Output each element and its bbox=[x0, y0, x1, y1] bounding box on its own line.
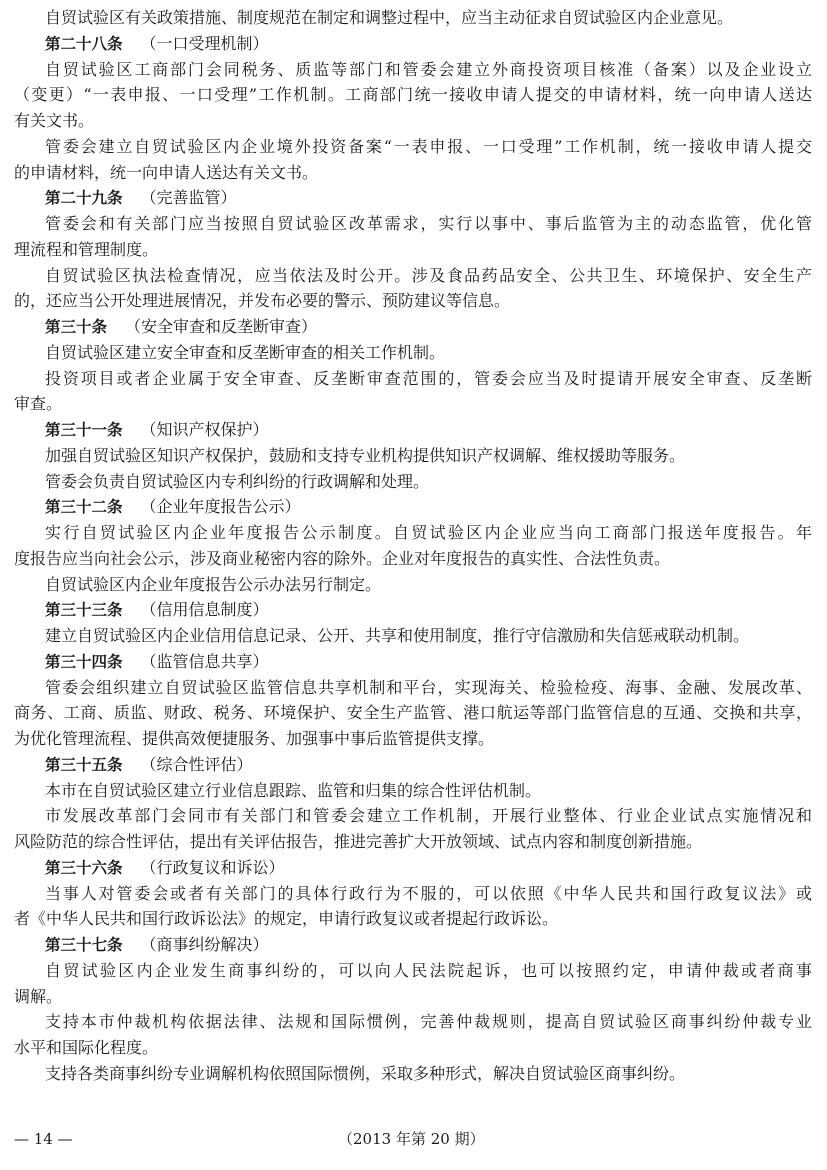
article-number: 第三十三条 bbox=[45, 601, 123, 620]
text-line: 自贸试验区内企业年度报告公示办法另行制定。 bbox=[45, 574, 382, 594]
text-line: 的申请材料，统一向申请人送达有关文书。 bbox=[14, 162, 319, 182]
article-title: （安全审查和反垄断审查） bbox=[125, 317, 318, 336]
text-line: 水平和国际化程度。 bbox=[14, 1038, 159, 1057]
article-number: 第三十条 bbox=[45, 318, 108, 336]
article-number: 第三十六条 bbox=[45, 858, 123, 877]
text-line: 自贸试验区建立安全审查和反垄断审查的相关工作机制。 bbox=[45, 342, 446, 362]
article-number: 第二十八条 bbox=[45, 34, 123, 53]
text-line: 自贸试验区工商部门会同税务、质监等部门和管委会建立外商投资项目核准（备案）以及企业设立 bbox=[45, 59, 812, 79]
text-line: 管委会和有关部门应当按照自贸试验区改革需求，实行以事中、事后监管为主的动态监管，优化管 bbox=[45, 214, 812, 233]
article-heading bbox=[14, 185, 812, 211]
article-heading bbox=[14, 649, 812, 675]
article-heading bbox=[14, 597, 812, 623]
article-title: （商事纠纷解决） bbox=[140, 935, 269, 954]
page-number: — 14 — bbox=[14, 1130, 73, 1148]
article-title: （知识产权保护） bbox=[140, 420, 269, 439]
text-line: 商务、工商、质监、财政、税务、环境保护、安全生产监管、港口航运等部门监管信息的互通、交换和共享， bbox=[14, 703, 812, 723]
article-number: 第三十四条 bbox=[45, 652, 123, 671]
document-body bbox=[14, 5, 812, 1087]
article-heading bbox=[14, 31, 812, 57]
text-line: 管委会组织建立自贸试验区监管信息共享机制和平台，实现海关、检验检疫、海事、金融、发展改革、 bbox=[45, 677, 812, 697]
text-line: 者《中华人民共和国行政诉讼法》的规定，申请行政复议或者提起行政诉讼。 bbox=[14, 909, 559, 929]
text-line: 理流程和管理制度。 bbox=[14, 239, 159, 259]
text-line: 投资项目或者企业属于安全审查、反垄断审查范围的，管委会应当及时提请开展安全审查、反垄断 bbox=[45, 368, 812, 388]
text-line: 自贸试验区有关政策措施、制度规范在制定和调整过程中，应当主动征求自贸试验区内企业意见。 bbox=[45, 8, 734, 27]
text-line: 市发展改革部门会同市有关部门和管委会建立工作机制，开展行业整体、行业企业试点实施情况和 bbox=[45, 806, 812, 826]
text-line: 自贸试验区执法检查情况，应当依法及时公开。涉及食品药品安全、公共卫生、环境保护、安全生产 bbox=[45, 265, 812, 285]
page-footer bbox=[0, 1126, 827, 1152]
article-title: （监管信息共享） bbox=[140, 651, 269, 671]
article-heading bbox=[14, 494, 812, 520]
text-line: 加强自贸试验区知识产权保护，鼓励和支持专业机构提供知识产权调解、维权援助等服务。 bbox=[45, 445, 686, 465]
article-title: （行政复议和诉讼） bbox=[140, 857, 285, 877]
text-line: 当事人对管委会或者有关部门的具体行政行为不服的，可以依照《中华人民共和国行政复议法》或 bbox=[45, 883, 812, 903]
text-line: 本市在自贸试验区建立行业信息跟踪、监管和归集的综合性评估机制。 bbox=[45, 780, 542, 800]
article-title: （信用信息制度） bbox=[140, 600, 269, 620]
article-title: （企业年度报告公示） bbox=[140, 497, 301, 517]
text-line: 风险防范的综合性评估，提出有关评估报告，推进完善扩大开放领域、试点内容和制度创新措施。 bbox=[14, 832, 703, 851]
article-number: 第三十七条 bbox=[45, 936, 123, 954]
article-number: 第三十一条 bbox=[45, 421, 123, 439]
text-line: 实行自贸试验区内企业年度报告公示制度。自贸试验区内企业应当向工商部门报送年度报告。年 bbox=[45, 523, 812, 542]
text-line: 建立自贸试验区内企业信用信息记录、公开、共享和使用制度，推行守信激励和失信惩戒联动机制。 bbox=[45, 626, 750, 645]
article-number: 第三十五条 bbox=[45, 755, 123, 774]
text-line: 有关文书。 bbox=[14, 111, 95, 130]
text-line: （变更）“一表申报、一口受理”工作机制。工商部门统一接收申请人提交的申请材料，统一向申请人送达 bbox=[14, 85, 812, 105]
article-heading bbox=[14, 314, 812, 340]
text-line: 为优化管理流程、提供高效便捷服务、加强事中事后监管提供支撑。 bbox=[14, 729, 495, 748]
article-title: （一口受理机制） bbox=[140, 33, 269, 53]
text-line: 调解。 bbox=[14, 986, 63, 1006]
article-heading bbox=[14, 417, 812, 443]
article-heading bbox=[14, 855, 812, 881]
issue-label: （2013 年第 20 期） bbox=[338, 1130, 485, 1148]
text-line: 支持各类商事纠纷专业调解机构依照国际惯例，采取多种形式，解决自贸试验区商事纠纷。 bbox=[45, 1063, 686, 1083]
article-number: 第二十九条 bbox=[45, 189, 123, 208]
text-line: 度报告应当向社会公示，涉及商业秘密内容的除外。企业对年度报告的真实性、合法性负责。 bbox=[14, 548, 671, 568]
article-title: （完善监管） bbox=[140, 188, 237, 208]
article-heading bbox=[14, 752, 812, 778]
text-line: 支持本市仲裁机构依据法律、法规和国际惯例，完善仲裁规则，提高自贸试验区商事纠纷仲裁专业 bbox=[45, 1012, 812, 1032]
text-line: 的，还应当公开处理进展情况，并发布必要的警示、预防建议等信息。 bbox=[14, 291, 511, 311]
text-line: 管委会建立自贸试验区内企业境外投资备案“一表申报、一口受理”工作机制，统一接收申请人提交 bbox=[45, 136, 812, 156]
article-number: 第三十二条 bbox=[45, 498, 123, 517]
text-line: 审查。 bbox=[14, 394, 63, 414]
text-line: 管委会负责自贸试验区内专利纠纷的行政调解和处理。 bbox=[45, 471, 430, 491]
text-line: 自贸试验区内企业发生商事纠纷的，可以向人民法院起诉，也可以按照约定，申请仲裁或者商事 bbox=[45, 960, 812, 980]
article-heading bbox=[14, 932, 812, 958]
article-title: （综合性评估） bbox=[140, 754, 253, 774]
